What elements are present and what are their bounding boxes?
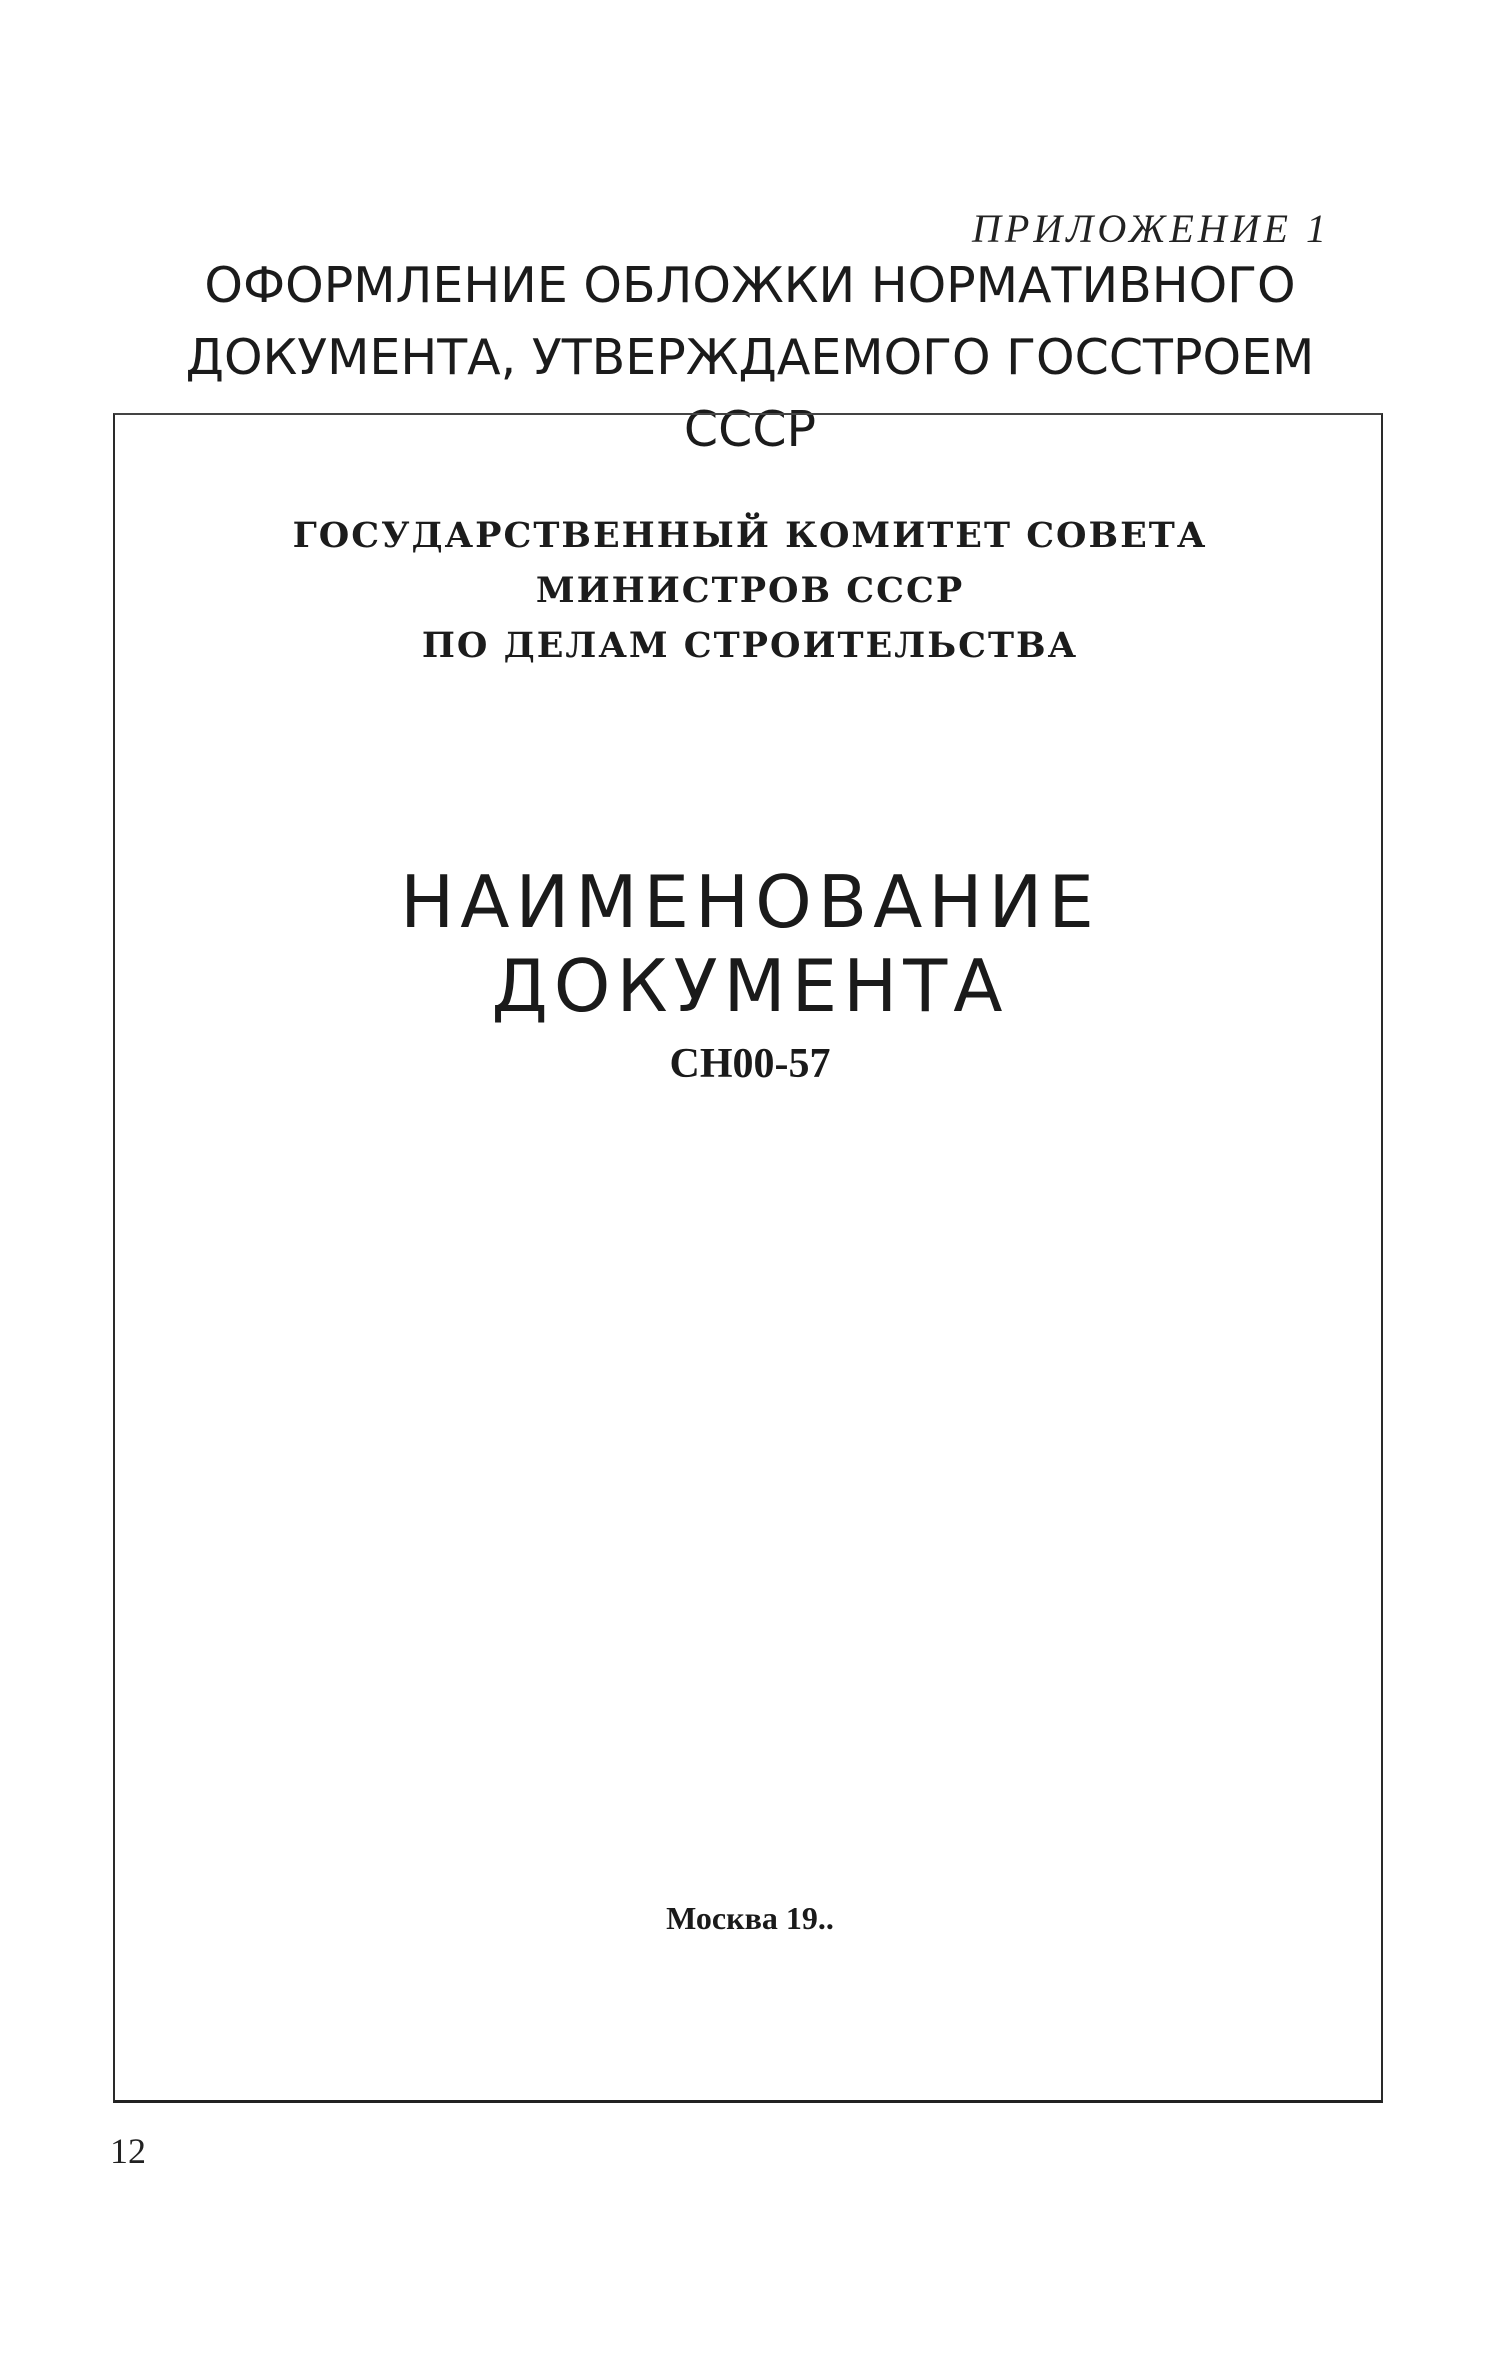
- header-title-line-1: ОФОРМЛЕНИЕ ОБЛОЖКИ НОРМАТИВНОГО: [204, 257, 1296, 314]
- header-title-line-2: ДОКУМЕНТА, УТВЕРЖДАЕМОГО ГОССТРОЕМ СССР: [185, 329, 1315, 458]
- document-name: НАИМЕНОВАНИЕ ДОКУМЕНТА: [400, 860, 1100, 1028]
- committee-line-2: ПО ДЕЛАМ СТРОИТЕЛЬСТВА: [421, 625, 1079, 666]
- city-year: Москва 19..: [666, 1900, 834, 1936]
- committee-line-1: ГОСУДАРСТВЕННЫЙ КОМИТЕТ СОВЕТА МИНИСТРОВ СССР: [292, 515, 1208, 611]
- document-code: СН00-57: [669, 1041, 831, 1087]
- appendix-label: ПРИЛОЖЕНИЕ 1: [972, 206, 1330, 251]
- committee-name: [150, 508, 1350, 673]
- page-number: 12: [110, 2131, 146, 2171]
